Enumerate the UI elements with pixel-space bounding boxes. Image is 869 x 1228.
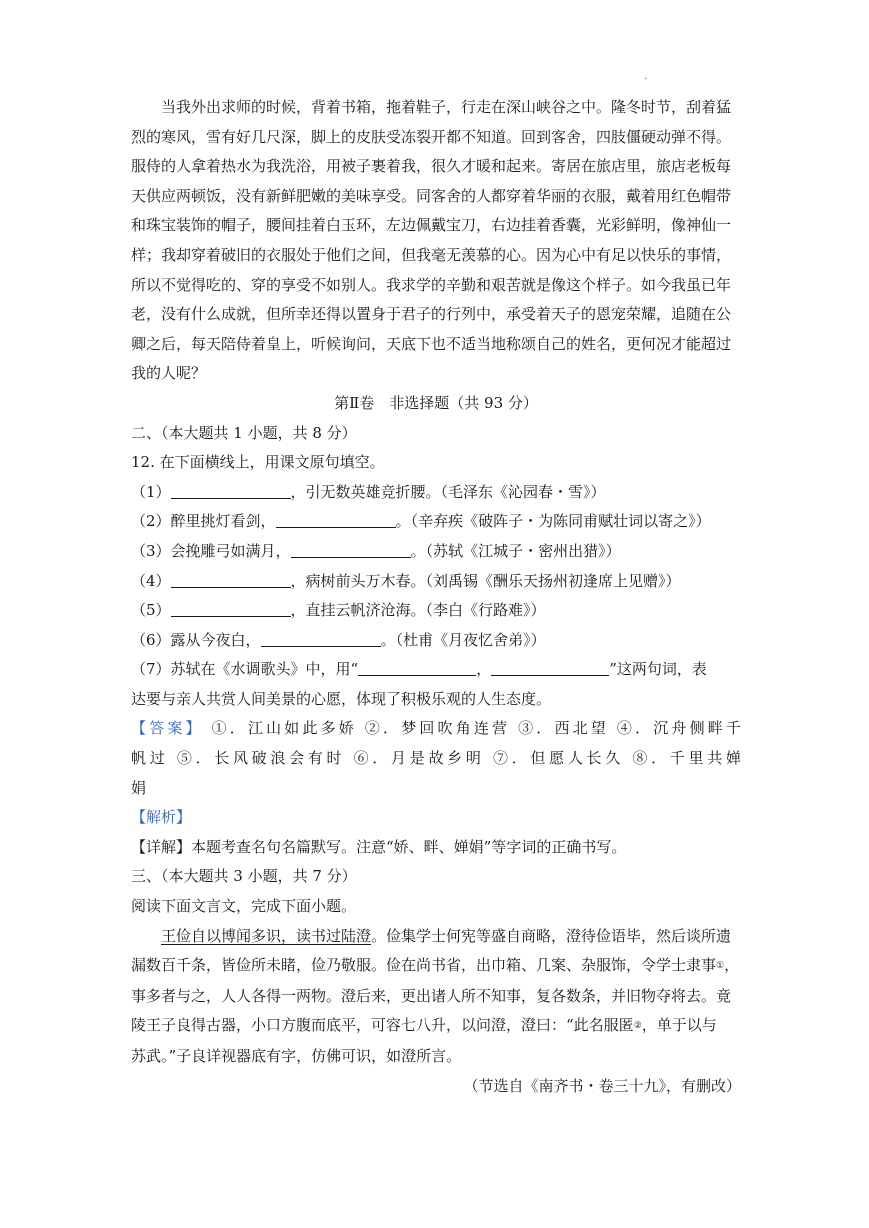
- question-12-item-2: [131, 507, 741, 537]
- answer-line: 娟: [131, 778, 147, 797]
- question-12-item-3: [131, 537, 741, 567]
- answer-blank[interactable]: [171, 602, 291, 617]
- item-text: 会挽雕弓如满月，: [170, 541, 291, 560]
- answer-blank[interactable]: [276, 513, 396, 528]
- passage-source: （节选自《南齐书・卷三十九》，有删改）: [463, 1076, 741, 1095]
- translation-paragraph: [131, 93, 741, 389]
- translation-line: 我的人呢？: [131, 364, 207, 383]
- section-title: 第Ⅱ卷 非选择题（共 93 分）: [334, 393, 538, 412]
- reading-instruction: 阅读下面文言文，完成下面小题。: [131, 897, 357, 916]
- translation-line: 和珠宝装饰的帽子，腰间挂着白玉环，左边佩戴宝刀，右边挂着香囊，光彩鲜明，像神仙一: [131, 216, 732, 235]
- item-text: （7）苏轼在《水调歌头》中，用“: [131, 660, 359, 679]
- question-12-item-4: [131, 567, 741, 597]
- translation-line: 所以不觉得吃的、穿的享受不如别人。我求学的辛勤和艰苦就是像这个样子。如今我虽已年: [131, 275, 732, 294]
- passage-line: 苏武。”子良详视器底有字，仿佛可识，如澄所言。: [131, 1047, 462, 1065]
- item-text: 。（辛弃疾《破阵子・为陈同甫赋壮词以寄之》）: [395, 512, 711, 531]
- item-text: ”这两句词，表: [609, 660, 707, 679]
- item-number: （5）: [131, 601, 171, 620]
- underlined-sentence: 王俭自以博闻多识，读书过陆澄: [161, 926, 372, 945]
- answer-blank[interactable]: [358, 661, 476, 676]
- translation-line: 样；我却穿着破旧的衣服处于他们之间，但我毫无羡慕的心。因为心中有足以快乐的事情，: [131, 245, 732, 264]
- answer-line: [131, 714, 741, 744]
- answer-item: ⑦．但愿人长久: [493, 749, 624, 768]
- question-12-stem: 12. 在下面横线上，用课文原句填空。: [131, 453, 385, 472]
- passage-text: 漏数百千条，皆俭所未睹，俭乃敬服。俭在尚书省，出巾箱、几案、杂服饰，令学士隶事: [131, 956, 717, 975]
- question-12-item-7: [131, 655, 741, 685]
- answer-tag: 【答案】: [131, 719, 204, 738]
- translation-line: 卿之后，每天陪侍着皇上，听候询问，天底下也不适当地称颂自己的姓名，更何况才能超过: [131, 334, 732, 353]
- footnote-mark: ①: [716, 961, 725, 972]
- question-12-item-5: [131, 596, 741, 626]
- answer-item: ⑤．长风破浪会有时: [176, 749, 346, 768]
- item-text: 露从今夜白，: [170, 630, 261, 649]
- item-number: （1）: [131, 482, 171, 501]
- question-12-item-7-cont: 达要与亲人共赏人间美景的心愿，体现了积极乐观的人生态度。: [131, 689, 552, 708]
- item-text: 。（杜甫《月夜忆舍弟》）: [380, 630, 546, 649]
- answer-block: [131, 714, 741, 803]
- answer-item: ③．西北望: [518, 719, 609, 738]
- passage-line: 事多者与之，人人各得一两物。澄后来，更出诸人所不知事，复各数条，并旧物夺将去。竟: [131, 986, 732, 1005]
- passage-line: [131, 1011, 741, 1042]
- answer-blank[interactable]: [291, 543, 411, 558]
- translation-line: 服侍的人拿着热水为我洗浴，用被子裹着我，很久才暖和起来。寄居在旅店里，旅店老板每: [131, 157, 732, 176]
- passage-text: ，单于以与: [641, 1016, 717, 1035]
- item-number: （6）: [131, 630, 171, 649]
- answer-line: [131, 744, 741, 774]
- translation-line: 天供应两顿饭，没有新鲜肥嫩的美味享受。同客舍的人都穿着华丽的衣服，戴着用红色帽带: [131, 186, 732, 205]
- translation-line: 烈的寒风，雪有好几尺深，脚上的皮肤受冻裂开都不知道。回到客舍，四肢僵硬动弹不得。: [131, 127, 732, 146]
- item-number: （2）: [131, 512, 171, 531]
- item-text: ，: [476, 660, 492, 679]
- translation-line: 当我外出求师的时候，背着书箱，拖着鞋子，行走在深山峡谷之中。隆冬时节，刮着猛: [161, 98, 732, 116]
- answer-item: ②．梦回吹角连营: [364, 719, 511, 738]
- passage-line: [131, 922, 741, 952]
- document-content: [131, 93, 741, 1101]
- item-text: ，引无数英雄竞折腰。（毛泽东《沁园春・雪》）: [290, 482, 606, 501]
- answer-item: ⑥．月是故乡明: [353, 749, 485, 768]
- answer-item: ④．沉舟侧畔千: [616, 719, 741, 738]
- corner-mark: ·: [644, 74, 648, 85]
- answer-blank[interactable]: [171, 573, 291, 588]
- item-text: 醉里挑灯看剑，: [170, 512, 276, 531]
- answer-item: 帆过: [131, 749, 169, 768]
- part3-heading: 三、（本大题共 3 小题，共 7 分）: [131, 867, 357, 886]
- answer-blank[interactable]: [261, 632, 381, 647]
- answer-blank[interactable]: [491, 661, 609, 676]
- item-number: （4）: [131, 571, 171, 590]
- item-text: ，病树前头万木春。（刘禹锡《酬乐天扬州初逢席上见赠》）: [290, 571, 681, 590]
- footnote-mark: ②: [633, 1021, 642, 1032]
- item-text: ，直挂云帆济沧海。（李白《行路难》）: [290, 601, 546, 620]
- analysis-tag: 【解析】: [131, 808, 192, 827]
- question-12-item-6: [131, 626, 741, 656]
- question-12-item-1: [131, 478, 741, 508]
- part2-heading: 二、（本大题共 1 小题，共 8 分）: [131, 423, 357, 442]
- passage-line: [131, 951, 741, 982]
- item-number: （3）: [131, 541, 171, 560]
- passage-text: 。俭集学士何宪等盛自商略，澄待俭语毕，然后谈所遗: [371, 926, 732, 945]
- item-text: 。（苏轼《江城子・密州出猎》）: [410, 541, 621, 560]
- passage-text: 陵王子良得古器，小口方腹而底平，可容七八升，以问澄，澄曰：“此名服匿: [131, 1016, 634, 1035]
- classical-passage: [131, 922, 741, 1072]
- passage-text: ，: [724, 956, 740, 975]
- detail-text: 【详解】本题考查名句名篇默写。注意“娇、畔、婵娟”等字词的正确书写。: [131, 837, 627, 856]
- answer-blank[interactable]: [171, 484, 291, 499]
- answer-item: ①．江山如此多娇: [211, 719, 357, 738]
- translation-line: 老，没有什么成就，但所幸还得以置身于君子的行列中，承受着天子的恩宠荣耀，追随在公: [131, 305, 732, 324]
- answer-item: ⑧．千里共婵: [632, 749, 741, 768]
